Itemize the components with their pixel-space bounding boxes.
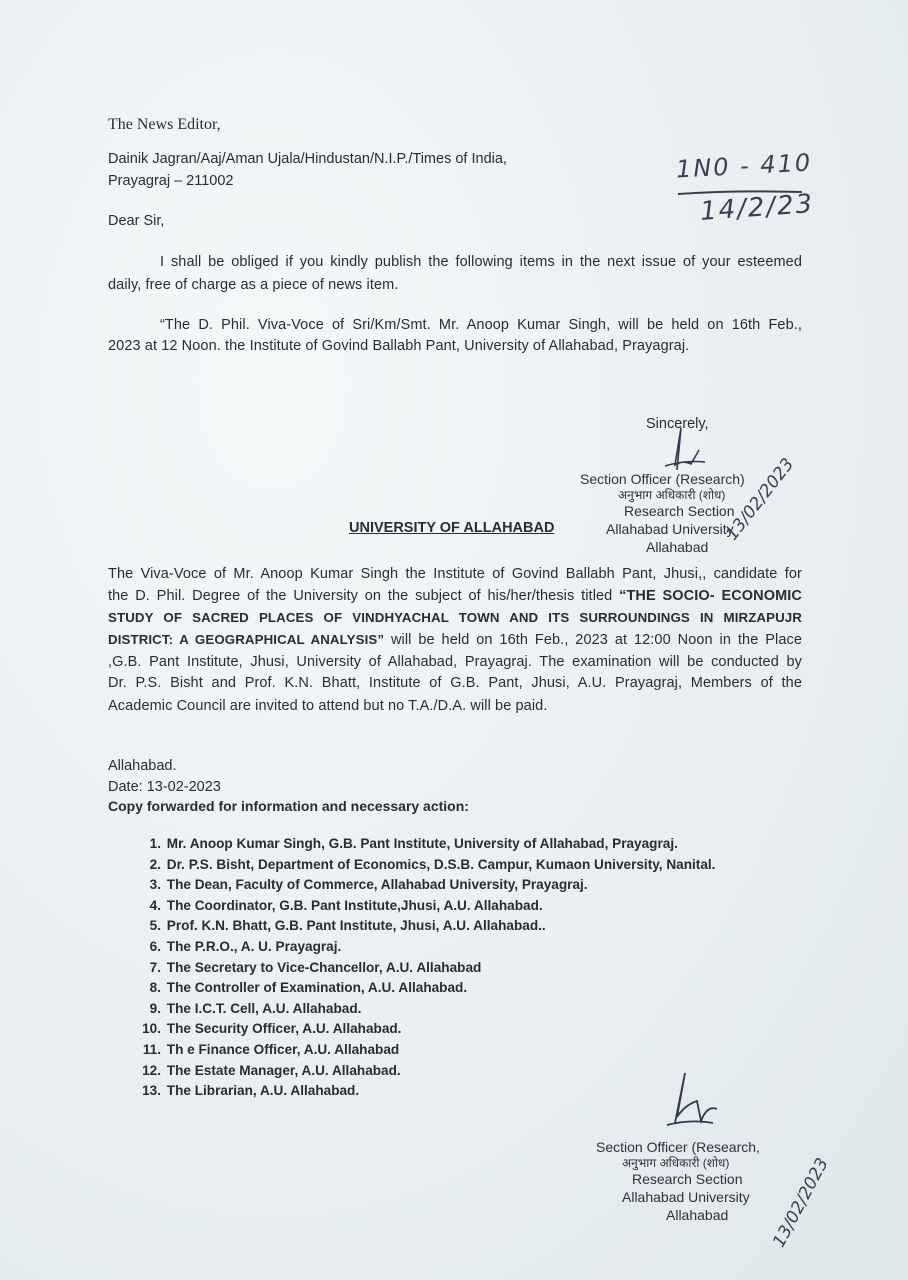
paragraph-1-line-1: I shall be obliged if you kindly publish the following items in the next issue of your esteemed	[160, 254, 802, 270]
stamp-bottom-line-2: अनुभाग अधिकारी (शोध)	[622, 1156, 730, 1170]
stamp-top-line-4: Allahabad University	[606, 521, 734, 537]
paragraph-2-line-2: 2023 at 12 Noon. the Institute of Govind Ballabh Pant, University of Allahabad, Prayagraj.	[108, 338, 690, 354]
copy-recipient-list	[108, 834, 715, 1102]
handwritten-ref-date: 14/2/23	[699, 189, 816, 227]
handwritten-ref-number: 1N0 - 410	[675, 148, 813, 184]
list-item: 6. The P.R.O., A. U. Prayagraj.	[149, 938, 342, 954]
stamp-bottom-line-5: Allahabad	[666, 1207, 729, 1223]
stamp-top-line-2: अनुभाग अधिकारी (शोध)	[618, 488, 726, 502]
list-item: 9. The I.C.T. Cell, A.U. Allahabad.	[149, 1000, 362, 1016]
list-item: 5. Prof. K.N. Bhatt, G.B. Pant Institute, Jhusi, A.U. Allahabad..	[149, 918, 546, 934]
list-item: 4. The Coordinator, G.B. Pant Institute,Jhusi, A.U. Allahabad.	[149, 897, 543, 913]
list-item: 1. Mr. Anoop Kumar Singh, G.B. Pant Institute, University of Allahabad, Prayagraj.	[149, 836, 678, 851]
notice-line-5: ,G.B. Pant Institute, Jhusi, University of Allahabad, Prayagraj. The examination will be conducted by	[108, 654, 802, 670]
paragraph-1-line-2: daily, free of charge as a piece of news item.	[108, 277, 399, 293]
stamp-bottom-line-3: Research Section	[632, 1171, 743, 1187]
stamp-bottom-line-4: Allahabad University	[622, 1189, 750, 1205]
notice-line-2: the D. Phil. Degree of the University on the subject of his/her/thesis titled “THE SOCIO- ECONOMIC	[108, 588, 802, 604]
list-item: 10. The Security Officer, A.U. Allahabad.	[142, 1021, 402, 1037]
list-item: 7. The Secretary to Vice-Chancellor, A.U. Allahabad	[149, 959, 482, 975]
salutation: Dear Sir,	[108, 213, 165, 229]
date-line: Date: 13-02-2023	[108, 779, 221, 795]
list-item: 11. Th e Finance Officer, A.U. Allahabad	[142, 1041, 400, 1057]
list-item: 13. The Librarian, A.U. Allahabad.	[142, 1083, 360, 1099]
list-item: 8. The Controller of Examination, A.U. Allahabad.	[149, 980, 468, 996]
city-line: Prayagraj – 211002	[108, 173, 234, 189]
university-heading: UNIVERSITY OF ALLAHABAD	[349, 520, 555, 536]
addressee: The News Editor,	[108, 116, 221, 133]
notice-line-1: The Viva-Voce of Mr. Anoop Kumar Singh the Institute of Govind Ballabh Pant, Jhusi,, candidate for	[108, 566, 802, 582]
stamp-top-line-1: Section Officer (Research)	[580, 471, 745, 487]
list-item: 3. The Dean, Faculty of Commerce, Allahabad University, Prayagraj.	[149, 877, 588, 893]
stamp-top-line-5: Allahabad	[646, 539, 709, 555]
newspaper-list: Dainik Jagran/Aaj/Aman Ujala/Hindustan/N.I.P./Times of India,	[108, 151, 507, 167]
notice-line-3: STUDY OF SACRED PLACES OF VINDHYACHAL TOWN AND ITS SURROUNDINGS IN MIRZAPUJR	[108, 610, 802, 625]
place-line: Allahabad.	[108, 758, 177, 774]
handwritten-stamp-date-2: 13/02/2023	[769, 1154, 833, 1251]
closing: Sincerely,	[646, 416, 709, 432]
copy-forward-heading: Copy forwarded for information and necessary action:	[108, 798, 469, 814]
signature-bottom	[655, 1065, 725, 1130]
handwritten-stamp-date-1: 13/02/2023	[722, 454, 799, 545]
signature-top	[655, 420, 715, 475]
stamp-top-line-3: Research Section	[624, 503, 735, 519]
notice-line-6: Dr. P.S. Bisht and Prof. K.N. Bhatt, Institute of G.B. Pant, Jhusi, A.U. Prayagraj, Members of the	[108, 675, 802, 691]
official-stamp-bottom	[596, 1138, 816, 1224]
notice-line-4: DISTRICT: A GEOGRAPHICAL ANALYSIS” will be held on 16th Feb., 2023 at 12:00 Noon in the Place	[108, 632, 802, 648]
list-item: 2. Dr. P.S. Bisht, Department of Economics, D.S.B. Campur, Kumaon University, Nanital.	[149, 856, 716, 872]
list-item: 12. The Estate Manager, A.U. Allahabad.	[142, 1062, 401, 1078]
stamp-bottom-line-1: Section Officer (Research,	[596, 1139, 760, 1155]
notice-line-7: Academic Council are invited to attend but no T.A./D.A. will be paid.	[108, 698, 548, 714]
paragraph-2-line-1: “The D. Phil. Viva-Voce of Sri/Km/Smt. Mr. Anoop Kumar Singh, will be held on 16th Feb.,	[160, 317, 802, 333]
